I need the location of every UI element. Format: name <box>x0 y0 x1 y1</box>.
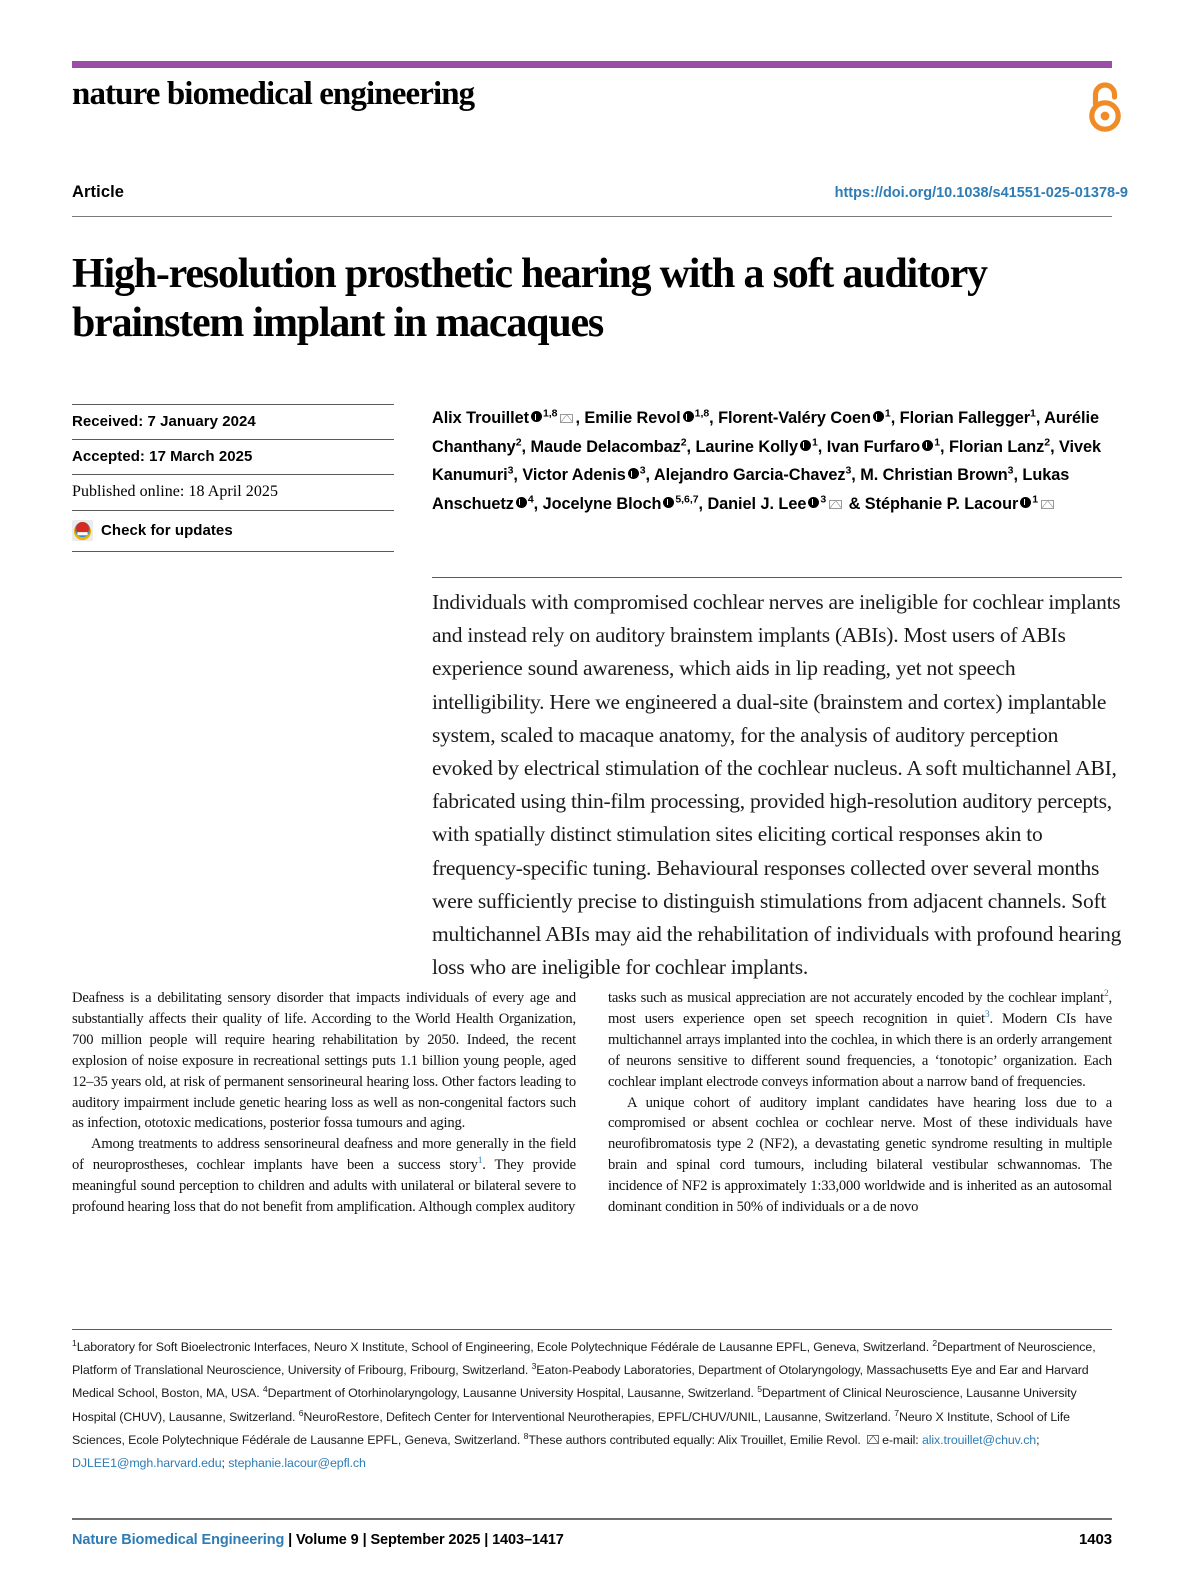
corresponding-author-mail-icon[interactable] <box>560 414 573 423</box>
affiliation-marker: 3 <box>507 464 514 477</box>
author-name[interactable]: Maude Delacombaz <box>530 437 681 456</box>
orcid-icon[interactable] <box>628 468 639 479</box>
received-date: Received: 7 January 2024 <box>72 404 394 439</box>
corresponding-author-mail-icon[interactable] <box>829 500 842 509</box>
affiliation-marker: 1 <box>884 407 891 420</box>
affiliation-text: NeuroRestore, Defitech Center for Interventional Neurotherapies, EPFL/CHUV/UNIL, Lausanne, Switzerland. <box>303 1409 891 1424</box>
footer-citation <box>72 1532 564 1548</box>
affiliation-marker: 1,8 <box>543 407 558 420</box>
affiliation-text: These authors contributed equally: Alix Trouillet, Emilie Revol. <box>528 1432 861 1447</box>
reference-marker[interactable]: 1 <box>477 1156 483 1167</box>
affiliation-marker: 3 <box>820 493 827 506</box>
body-paragraph: Deafness is a debilitating sensory disorder that impacts individuals of every age and substantially affects their quality of life. According to the World Health Organization, 700 million people will require hearing rehabilitation by 2050. Indeed, the recent explosion of noise exposure in recreational settings puts 1.1 billion young people, aged 12–35 years old, at risk of permanent sensorineural hearing loss. Other factors leading to auditory impairment include genetic hearing loss as well as non-congenital factors such as infection, ototoxic medications, posterior fossa tumours and aging. <box>72 990 576 1132</box>
doi-link[interactable]: https://doi.org/10.1038/s41551-025-01378-9 <box>834 185 1128 201</box>
publication-dates-panel <box>72 404 394 552</box>
affiliation-number: 3 <box>531 1361 537 1372</box>
published-online-date: Published online: 18 April 2025 <box>72 474 394 510</box>
author-name[interactable]: Florian Lanz <box>948 437 1045 456</box>
affiliation-number: 8 <box>523 1430 529 1441</box>
affiliation-text: Department of Clinical Neuroscience, Lausanne University Hospital (CHUV), Lausanne, Switzerland. <box>72 1386 1077 1424</box>
abstract-divider <box>432 577 1122 578</box>
affiliation-marker: 3 <box>1007 464 1014 477</box>
corresponding-author-mail-icon[interactable] <box>1041 500 1054 509</box>
author-name[interactable]: Lukas Anschuetz <box>432 466 1070 513</box>
affiliation-number: 4 <box>262 1384 268 1395</box>
check-for-updates-label: Check for updates <box>101 522 233 539</box>
orcid-icon[interactable] <box>808 497 819 508</box>
body-paragraph: Among treatments to address sensorineural deafness and more generally in the field of neuroprostheses, cochlear implants have been a success story$^1$. They provide meaningful sound perception to children and adults with unilateral or bilateral severe to profound hearing loss that do not benefit from amplification. Although complex auditory <box>72 1136 576 1216</box>
affiliation-number: 2 <box>932 1337 938 1348</box>
affiliations-divider <box>72 1329 1112 1330</box>
check-for-updates-button[interactable] <box>72 510 394 551</box>
footer-journal-name[interactable]: Nature Biomedical Engineering <box>72 1532 285 1548</box>
open-access-lock-icon <box>1082 80 1128 132</box>
affiliation-number: 6 <box>298 1407 304 1418</box>
affiliation-marker: 1 <box>1030 407 1036 420</box>
author-name[interactable]: Laurine Kolly <box>695 437 798 456</box>
footer-divider <box>72 1518 1112 1520</box>
title-divider <box>72 216 1112 217</box>
affiliation-marker: 2 <box>515 436 522 449</box>
body-column-right <box>608 988 1112 1218</box>
orcid-icon[interactable] <box>800 440 811 451</box>
orcid-icon[interactable] <box>531 411 542 422</box>
affiliation-text: Department of Neuroscience, Platform of Translational Neuroscience, University of Fribourg, Fribourg, Switzerland. <box>72 1340 1096 1378</box>
affiliation-marker: 1 <box>934 436 941 449</box>
affiliation-text: Eaton-Peabody Laboratories, Department of Otolaryngology, Massachusetts Eye and Ear and Harvard Medical School, Boston, MA, USA. <box>72 1363 1089 1401</box>
affiliation-marker: 2 <box>1044 436 1051 449</box>
affiliation-marker: 3 <box>845 464 852 477</box>
affiliation-marker: 5,6,7 <box>675 493 699 506</box>
email-link[interactable]: stephanie.lacour@epfl.ch <box>228 1456 366 1471</box>
affiliation-number: 1 <box>72 1337 77 1348</box>
author-name[interactable]: Vivek Kanumuri <box>432 437 1102 484</box>
email-envelope-icon <box>867 1435 879 1444</box>
orcid-icon[interactable] <box>1020 497 1031 508</box>
page-footer <box>72 1531 1112 1548</box>
abstract-text: Individuals with compromised cochlear nerves are ineligible for cochlear implants and instead rely on auditory brainstem implants (ABIs). Most users of ABIs experience sound awareness, which aids in lip reading, yet not speech intelligibility. Here we engineered a dual-site (brainstem and cortex) implantable system, scaled to macaque anatomy, for the analysis of auditory perception evoked by electrical stimulation of the cochlear nucleus. A soft multichannel ABI, fabricated using thin-film processing, provided high-resolution auditory percepts, with spatially distinct stimulation sites eliciting cortical responses akin to frequency-specific tuning. Behavioural responses collected over several months were sufficiently precise to distinguish stimulations from adjacent channels. Soft multichannel ABIs may aid the rehabilitation of individuals with profound hearing loss who are ineligible for cochlear implants. <box>432 590 1122 980</box>
author-name[interactable]: Jocelyne Bloch <box>542 494 662 513</box>
body-paragraph: A unique cohort of auditory implant candidates have hearing loss due to a compromised or absent cochlea or cochlear nerve. Most of these individuals have neurofibromatosis type 2 (NF2), a devastating genetic syndrome resulting in multiple brain and spinal cord tumours, including bilateral vestibular schwannomas. The incidence of NF2 is approximately 1:33,000 worldwide and is inherited as an autosomal dominant condition in 50% of individuals or a de novo <box>608 1094 1112 1216</box>
body-columns <box>72 988 1112 1218</box>
page-number: 1403 <box>1079 1531 1112 1548</box>
orcid-icon[interactable] <box>683 411 694 422</box>
accepted-date: Accepted: 17 March 2025 <box>72 439 394 474</box>
author-name[interactable]: Florent-Valéry Coen <box>718 409 871 427</box>
affiliation-text: Laboratory for Soft Bioelectronic Interfaces, Neuro X Institute, School of Engineering, Ecole Polytechnique Fédérale de Lausanne EPFL, Geneva, Switzerland. <box>76 1340 930 1354</box>
email-link[interactable]: alix.trouillet@chuv.ch <box>921 1432 1037 1447</box>
affiliation-marker: 2 <box>680 436 687 449</box>
reference-marker[interactable]: 3 <box>984 1010 990 1021</box>
author-name[interactable]: M. Christian Brown <box>860 466 1008 484</box>
author-name[interactable]: Victor Adenis <box>522 466 626 484</box>
author-name[interactable]: Stéphanie P. Lacour <box>864 494 1019 513</box>
email-label: e-mail: <box>882 1432 919 1447</box>
article-type-label: Article <box>72 183 125 201</box>
affiliation-marker: 1 <box>1032 493 1039 506</box>
orcid-icon[interactable] <box>663 497 674 508</box>
affiliation-text: Neuro X Institute, School of Life Sciences, Ecole Polytechnique Fédérale de Lausanne EPFL, Geneva, Switzerland. <box>72 1409 1070 1447</box>
author-name[interactable]: Ivan Furfaro <box>826 437 921 456</box>
affiliation-marker: 1,8 <box>694 407 710 420</box>
journal-masthead-title: nature biomedical engineering <box>72 76 475 112</box>
affiliation-number: 5 <box>757 1384 762 1395</box>
author-name[interactable]: Daniel J. Lee <box>707 494 807 513</box>
author-name[interactable]: Alejandro Garcia-Chavez <box>653 466 846 484</box>
author-name[interactable]: Emilie Revol <box>584 409 681 427</box>
orcid-icon[interactable] <box>516 497 527 508</box>
affiliations-block: $^1$Laboratory for Soft Bioelectronic Interfaces, Neuro X Institute, School of Engineering, Ecole Polytechnique Fédérale de Lausanne EPFL, Geneva, Switzerland. $^2$Department of Neuroscience, Platform of Translational Neuroscience, University of Fribourg, Fribourg, Switzerland. $^3$Eaton-Peabody Laboratories, Department of Otolaryngology, Massachusetts Eye and Ear and Harvard Medical School, Boston, MA, USA. $^4$Department of Otorhinolaryngology, Lausanne University Hospital, Lausanne, Switzerland. $^5$Department of Clinical Neuroscience, Lausanne University Hospital (CHUV), Lausanne, Switzerland. $^6$NeuroRestore, Defitech Center for Interventional Neurotherapies, EPFL/CHUV/UNIL, Lausanne, Switzerland. $^7$Neuro X Institute, School of Life Sciences, Ecole Polytechnique Fédérale de Lausanne EPFL, Geneva, Switzerland. $^8$These authors contributed equally: Alix Trouillet, Emilie Revol. e-mail: alix.trouillet@chuv.ch; DJLEE1@mgh.harvard.edu; stephanie.lacour@epfl.ch <box>72 1337 1096 1471</box>
author-list: Alix Trouillet $^{1,8}$ , Emilie Revol $^{1,8}$, Florent-Valéry Coen $^1$, Florian Fallegger$^1$, Aurélie Chanthany$^2$, Maude Delacombaz$^2$, Laurine Kolly $^1$, Ivan Furfaro $^1$, Florian Lanz$^2$, Vivek Kanumuri$^3$, Victor Adenis $^3$, Alejandro Garcia-Chavez$^3$, M. Christian Brown$^3$, Lukas Anschuetz $^4$, Jocelyne Bloch $^{5,6,7}$, Daniel J. Lee $^3$ & Stéphanie P. Lacour $^1$ <box>432 407 1102 513</box>
footer-volume-info: | Volume 9 | September 2025 | 1403–1417 <box>284 1532 564 1548</box>
crossmark-icon <box>72 520 93 541</box>
meta-bottom-divider <box>72 551 394 552</box>
affiliation-text: Department of Otorhinolaryngology, Lausanne University Hospital, Lausanne, Switzerland. <box>267 1386 754 1401</box>
orcid-icon[interactable] <box>873 411 884 422</box>
author-name[interactable]: Aurélie Chanthany <box>432 409 1100 456</box>
reference-marker[interactable]: 2 <box>1103 989 1109 1000</box>
affiliation-marker: 1 <box>811 436 818 449</box>
affiliation-marker: 3 <box>639 464 646 477</box>
author-name[interactable]: Alix Trouillet <box>432 409 530 427</box>
email-link[interactable]: DJLEE1@mgh.harvard.edu <box>72 1456 222 1471</box>
orcid-icon[interactable] <box>922 440 933 451</box>
masthead-accent-bar <box>72 61 1112 68</box>
page-title: High-resolution prosthetic hearing with a soft auditory brainstem implant in macaques <box>72 251 987 347</box>
affiliation-number: 7 <box>894 1407 899 1418</box>
affiliation-marker: 4 <box>527 493 534 506</box>
body-column-left <box>72 988 576 1218</box>
body-paragraph: tasks such as musical appreciation are not accurately encoded by the cochlear implant$^2$, most users experience open set speech recognition in quiet$^3$. Modern CIs have multichannel arrays implanted into the cochlea, in which there is an orderly arrangement of neurons sensitive to different sound frequencies, a ‘tonotopic’ organization. Each cochlear implant electrode conveys information about a narrow band of frequencies. <box>608 989 1112 1090</box>
author-name[interactable]: Florian Fallegger <box>899 409 1031 427</box>
